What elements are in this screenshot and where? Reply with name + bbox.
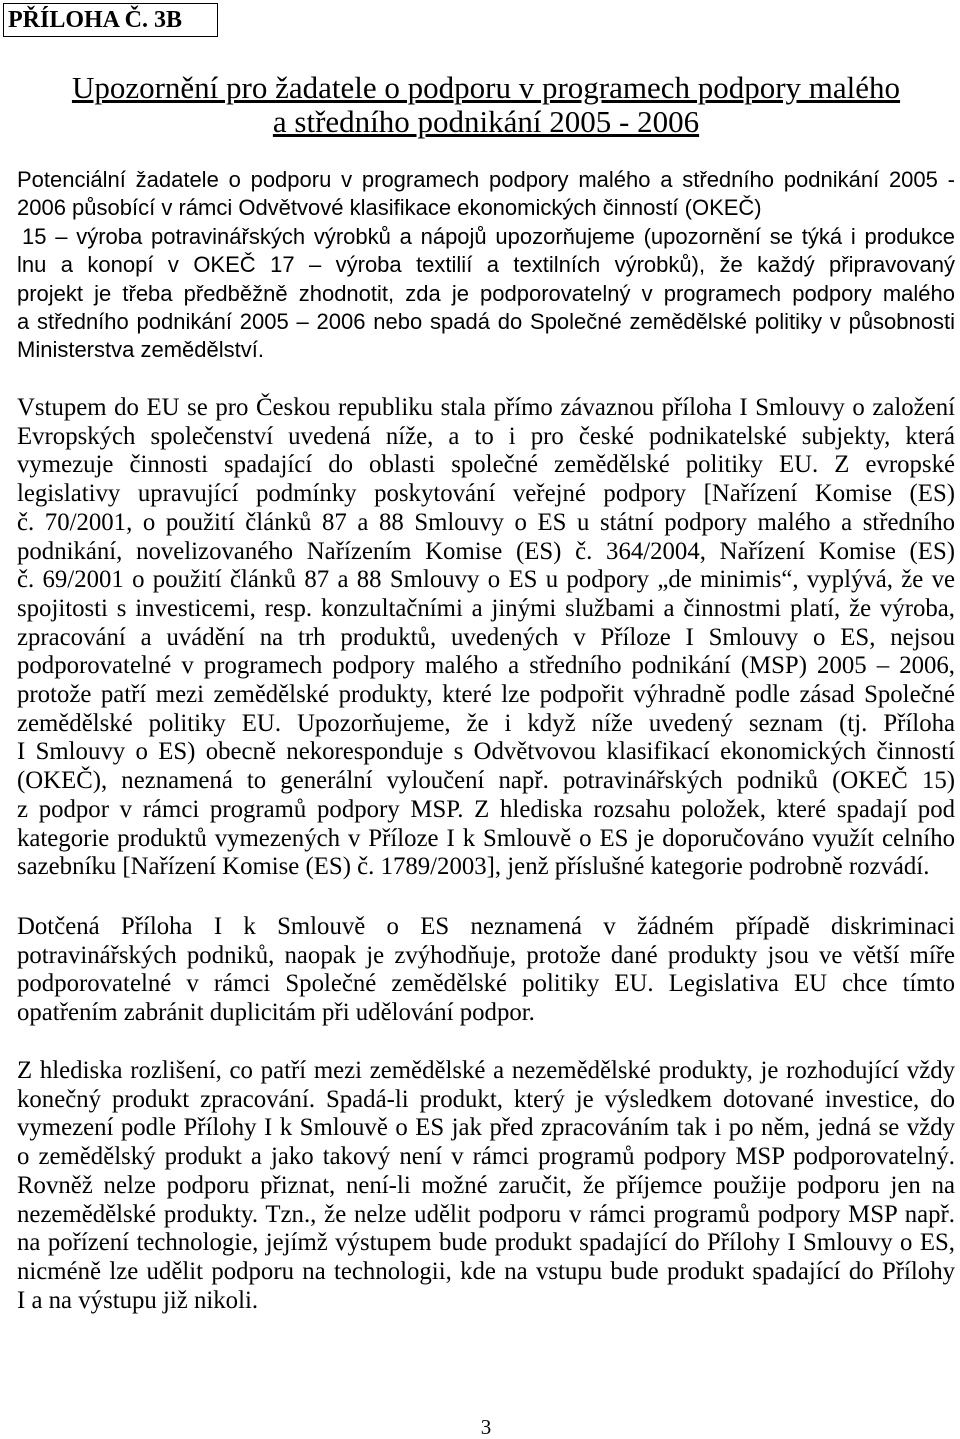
paragraph-line: 15 – výroba potravinářských výrobků a nápojů upozorňujeme (upozornění se týká i produkce — [22, 223, 955, 249]
paragraph-line: o zemědělský produkt a jako takový není v rámci programů podpory MSP podporovatelný. — [17, 1143, 955, 1171]
paragraph-4 — [17, 1057, 955, 1315]
paragraph-line: Dotčená Příloha I k Smlouvě o ES neznamená v žádném případě diskriminaci — [17, 913, 955, 940]
paragraph-line: nezemědělské produkty. Tzn., že nelze udělit podporu v rámci programů podpory MSP např. — [17, 1200, 955, 1228]
paragraph-line: Rovněž nelze podporu přiznat, není-li možné zaručit, že příjemce použije podporu jen na — [17, 1171, 955, 1199]
paragraph-line: podporovatelné v rámci Společné zemědělské politiky EU. Legislativa EU chce tímto — [17, 970, 955, 998]
title-line: Upozornění pro žadatele o podporu v programech podpory malého — [71, 70, 901, 105]
paragraph-line: vymezení podle Přílohy I k Smlouvě o ES jak před zpracováním tak i po něm, jedná se vždy — [17, 1114, 955, 1142]
paragraph-1 — [17, 166, 955, 365]
paragraph-line: nicméně lze udělit podporu na technologii, kde na vstupu bude produkt spadající do Přílohy — [17, 1257, 955, 1285]
paragraph-line: protože patří mezi zemědělské produkty, které lze podpořit výhradně podle zásad Společné — [17, 681, 955, 709]
paragraph-line: I a na výstupu již nikoli. — [17, 1286, 259, 1314]
document-title — [17, 71, 955, 139]
paragraph-line: zpracování a uvádění na trh produktů, uvedených v Příloze I Smlouvy o ES, nejsou — [17, 623, 955, 651]
annex-label: PŘÍLOHA Č. 3B — [3, 3, 218, 37]
paragraph-line: vymezuje činnosti spadající do oblasti společné zemědělské politiky EU. Z evropské — [17, 451, 955, 479]
paragraph-line: opatřením zabránit duplicitám při udělování podpor. — [17, 999, 535, 1027]
paragraph-line: Evropských společenství uvedená níže, a to i pro české podnikatelské subjekty, která — [17, 422, 955, 450]
paragraph-line: zemědělské politiky EU. Upozorňujeme, že i když níže uvedený seznam (tj. Příloha — [17, 709, 955, 737]
paragraph-line: (OKEČ), neznamená to generální vyloučení např. potravinářských podniků (OKEČ 15) — [17, 767, 955, 795]
paragraph-line: I Smlouvy o ES) obecně nekoresponduje s Odvětvovou klasifikací ekonomických činností — [17, 738, 955, 766]
paragraph-line: z podpor v rámci programů podpory MSP. Z hlediska rozsahu položek, které spadají pod — [17, 795, 955, 823]
page-number: 3 — [480, 1415, 492, 1439]
paragraph-line: lnu a konopí v OKEČ 17 – výroba textilií a textilních výrobků), že každý připravovaný — [17, 252, 955, 278]
paragraph-line: legislativy upravující podmínky poskytování veřejné podpory [Nařízení Komise (ES) — [17, 480, 955, 508]
paragraph-line: Ministerstva zemědělství. — [17, 337, 264, 363]
paragraph-line: a středního podnikání 2005 – 2006 nebo spadá do Společné zemědělské politiky v působnosti — [17, 309, 955, 335]
paragraph-line: sazebníku [Nařízení Komise (ES) č. 1789/2003], jenž příslušné kategorie podrobně rozvádí. — [17, 853, 930, 881]
paragraph-3 — [17, 913, 955, 1028]
paragraph-line: č. 70/2001, o použití článků 87 a 88 Smlouvy o ES u státní podpory malého a středního — [17, 508, 955, 536]
paragraph-line: podnikání, novelizovaného Nařízením Komise (ES) č. 364/2004, Nařízení Komise (ES) — [17, 537, 955, 565]
paragraph-line: potravinářských podniků, naopak je zvýhodňuje, protože dané produkty jsou ve větší míře — [17, 941, 955, 969]
paragraph-line: Vstupem do EU se pro Českou republiku stala přímo závaznou příloha I Smlouvy o založení — [17, 394, 955, 421]
title-line: a středního podnikání 2005 - 2006 — [272, 104, 700, 139]
paragraph-line: podporovatelné v programech podpory malého a středního podnikání (MSP) 2005 – 2006, — [17, 652, 955, 680]
paragraph-line: č. 69/2001 o použití článků 87 a 88 Smlouvy o ES u podpory „de minimis“, vyplývá, že ve — [17, 566, 955, 594]
paragraph-line: na pořízení technologie, jejímž výstupem bude produkt spadající do Přílohy I Smlouvy o ES, — [17, 1229, 955, 1257]
paragraph-line: spojitosti s investicemi, resp. konzultačními a jinými službami a činnostmi platí, že výroba, — [17, 594, 955, 622]
paragraph-line: kategorie produktů vymezených v Příloze I k Smlouvě o ES je doporučováno využít celního — [17, 824, 955, 852]
paragraph-2 — [17, 394, 955, 882]
paragraph-line: Potenciální žadatele o podporu v programech podpory malého a středního podnikání 2005 - — [17, 167, 955, 192]
paragraph-line: 2006 působící v rámci Odvětvové klasifikace ekonomických činností (OKEČ) — [17, 195, 762, 221]
paragraph-line: Z hlediska rozlišení, co patří mezi zemědělské a nezemědělské produkty, je rozhodující vždy — [17, 1057, 955, 1084]
paragraph-line: konečný produkt zpracování. Spadá-li produkt, který je výsledkem dotované investice, do — [17, 1085, 955, 1113]
paragraph-line: projekt je třeba předběžně zhodnotit, zda je podporovatelný v programech podpory malého — [17, 280, 955, 306]
